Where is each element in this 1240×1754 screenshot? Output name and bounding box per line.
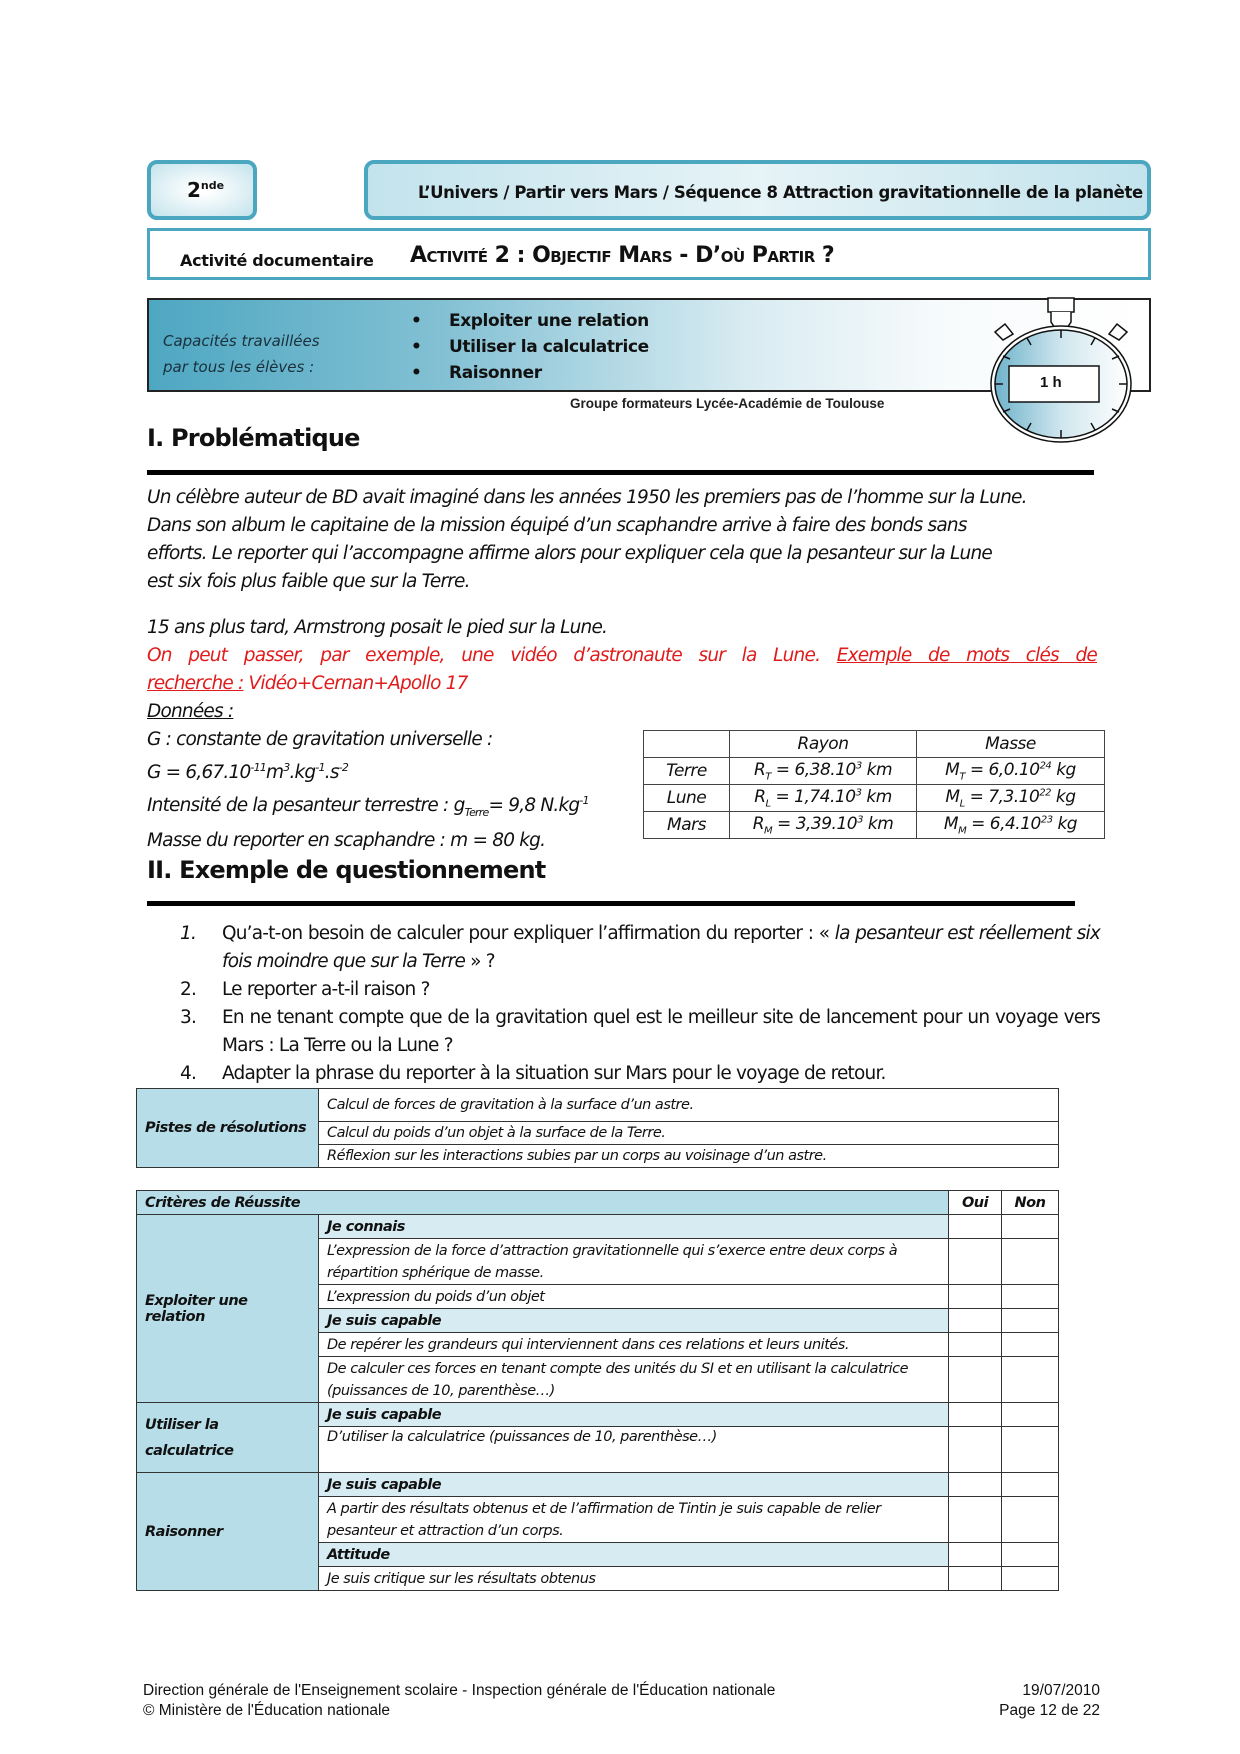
checkbox-oui[interactable] — [949, 1473, 1002, 1497]
capacity-item: • Raisonner — [419, 360, 649, 386]
checkbox-oui[interactable] — [949, 1239, 1002, 1285]
mass-line: Masse du reporter en scaphandre : m = 80 kg. — [147, 830, 546, 851]
checkbox-non[interactable] — [1002, 1333, 1059, 1357]
breadcrumb — [364, 160, 1151, 220]
activity-header — [147, 228, 1151, 280]
activity-type: Activité documentaire — [180, 251, 374, 270]
question-item: 4. Adapter la phrase du reporter à la situation sur Mars pour le voyage de retour. — [180, 1063, 886, 1084]
table-row: Terre $R_T = 6,38.10^3$ km $M_T = 6,0.10^{24}$ kg — [644, 758, 1105, 785]
section-heading-problematique: I. Problématique — [147, 424, 360, 452]
piste-item: Calcul de forces de gravitation à la surface d’un astre. — [319, 1089, 1059, 1122]
section-rule — [147, 470, 1094, 475]
criteria-group-label: Raisonner — [137, 1473, 319, 1591]
checkbox-oui[interactable] — [949, 1215, 1002, 1239]
checkbox-non[interactable] — [1002, 1285, 1059, 1309]
checkbox-oui[interactable] — [949, 1497, 1002, 1543]
criteria-group-label: Utiliser la calculatrice — [137, 1403, 319, 1473]
checkbox-oui[interactable] — [949, 1567, 1002, 1591]
checkbox-oui[interactable] — [949, 1403, 1002, 1427]
checkbox-oui[interactable] — [949, 1543, 1002, 1567]
checkbox-non[interactable] — [1002, 1357, 1059, 1403]
footer-date: 19/07/2010 — [1022, 1682, 1100, 1699]
gterre-line: Intensité de la pesanteur terrestre : $g_{Terre}= 9,8$ $N.kg^{-1}$ — [147, 794, 589, 819]
breadcrumb-text: L’Univers / Partir vers Mars / Séquence 8 Attraction gravitationnelle de la planète — [418, 183, 1143, 202]
page-title: Activité 2 : Objectif Mars - D’où Partir ? — [410, 243, 835, 268]
level-badge — [147, 160, 257, 220]
capacity-item: • Exploiter une relation — [419, 308, 649, 334]
level-text: 2nde — [187, 178, 225, 202]
table-header-row: Rayon Masse — [644, 731, 1105, 758]
checkbox-non[interactable] — [1002, 1239, 1059, 1285]
pistes-label: Pistes de résolutions — [137, 1089, 319, 1168]
teacher-note: On peut passer, par exemple, une vidéo d’astronaute sur la Lune. Exemple de mots clés de — [147, 645, 1097, 666]
question-item: 1. Qu’a-t-on besoin de calculer pour expliquer l’affirmation du reporter : « la pesanteur est réellement six fois moindre que sur la Terre » ? — [180, 923, 1101, 972]
capacities-list — [419, 308, 649, 386]
criteres-table: Critères de Réussite Oui Non Exploiter une relation Je connais L’expression de la force d’attraction gravitationnelle qui s’exerce entre deux corps à répartition sphérique de masse. L’expression du poids d’un objet Je suis capable De repérer les grandeurs qui interviennent dans ces relations et leurs unités. De calculer ces forces en tenant compte des unités du SI et en utilisant la calculatrice (puissances de 10, parenthèse…) Utiliser la calculatrice Je suis capable D’utiliser la calculatrice (puissances de 10, parenthèse…) Raisonner Je suis capable A partir des résultats obtenus et de l’affirmation de Tintin je suis capable de relier pesanteur et attraction d’un corps. Attitude Je suis critique sur les résultats obtenus — [136, 1190, 1059, 1591]
capacity-item: • Utiliser la calculatrice — [419, 334, 649, 360]
section-rule — [147, 901, 1075, 906]
pistes-table — [136, 1088, 1059, 1168]
checkbox-oui[interactable] — [949, 1357, 1002, 1403]
criteres-header-row: Critères de Réussite Oui Non — [137, 1191, 1059, 1215]
g-label: G : constante de gravitation universelle : — [147, 729, 493, 750]
page-number: Page 12 de 22 — [999, 1702, 1100, 1719]
question-item: 2. Le reporter a-t-il raison ? — [180, 979, 430, 1000]
credit-text: Groupe formateurs Lycée-Académie de Toulouse — [570, 396, 885, 411]
piste-item: Réflexion sur les interactions subies par un corps au voisinage d’un astre. — [319, 1145, 1059, 1168]
checkbox-non[interactable] — [1002, 1427, 1059, 1473]
planet-data-table — [643, 730, 1105, 839]
checkbox-non[interactable] — [1002, 1403, 1059, 1427]
footer-line1: Direction générale de l'Enseignement scolaire - Inspection générale de l'Éducation nationale — [143, 1682, 776, 1699]
duration-text: 1 h — [1040, 374, 1062, 391]
checkbox-oui[interactable] — [949, 1309, 1002, 1333]
checkbox-non[interactable] — [1002, 1543, 1059, 1567]
table-row: Lune $R_L = 1,74.10^3$ km $M_L = 7,3.10^{22}$ kg — [644, 785, 1105, 812]
checkbox-non[interactable] — [1002, 1567, 1059, 1591]
footer-line2: © Ministère de l'Éducation nationale — [143, 1702, 391, 1719]
teacher-note-cont: recherche : Vidéo+Cernan+Apollo 17 — [147, 673, 468, 694]
section-heading-questionnement: II. Exemple de questionnement — [147, 856, 546, 884]
capacities-label: Capacités travaillées par tous les élèves : — [163, 332, 320, 376]
question-item: 3. En ne tenant compte que de la gravitation quel est le meilleur site de lancement pour un voyage vers Mars : La Terre ou la Lune ? — [180, 1007, 1100, 1056]
donnees-label: Données : — [147, 701, 234, 722]
checkbox-non[interactable] — [1002, 1309, 1059, 1333]
criteria-group-label: Exploiter une relation — [137, 1215, 319, 1403]
table-row: Mars $R_M = 3,39.10^3$ km $M_M = 6,4.10^{23}$ kg — [644, 812, 1105, 839]
g-value: $G = 6,67.10^{-11}m^3.kg^{-1}.s^{-2}$ — [147, 761, 349, 784]
armstrong-line: 15 ans plus tard, Armstrong posait le pied sur la Lune. — [147, 617, 608, 638]
checkbox-non[interactable] — [1002, 1497, 1059, 1543]
questions-list — [180, 920, 1100, 1088]
checkbox-non[interactable] — [1002, 1215, 1059, 1239]
checkbox-non[interactable] — [1002, 1473, 1059, 1497]
checkbox-oui[interactable] — [949, 1333, 1002, 1357]
stopwatch-icon — [985, 294, 1145, 454]
search-keywords-link[interactable]: Exemple de mots clés de — [836, 645, 1097, 666]
checkbox-oui[interactable] — [949, 1427, 1002, 1473]
checkbox-oui[interactable] — [949, 1285, 1002, 1309]
intro-paragraph: Un célèbre auteur de BD avait imaginé dans les années 1950 les premiers pas de l’homme sur la Lune. Dans son album le capitaine de la mission équipé d’un scaphandre arrive à faire des bonds sans efforts. Le reporter qui l’accompagne affirme alors pour expliquer cela que la pesanteur sur la Lune est six fois plus faible que sur la Terre. — [147, 487, 1027, 592]
piste-item: Calcul du poids d’un objet à la surface de la Terre. — [319, 1122, 1059, 1145]
